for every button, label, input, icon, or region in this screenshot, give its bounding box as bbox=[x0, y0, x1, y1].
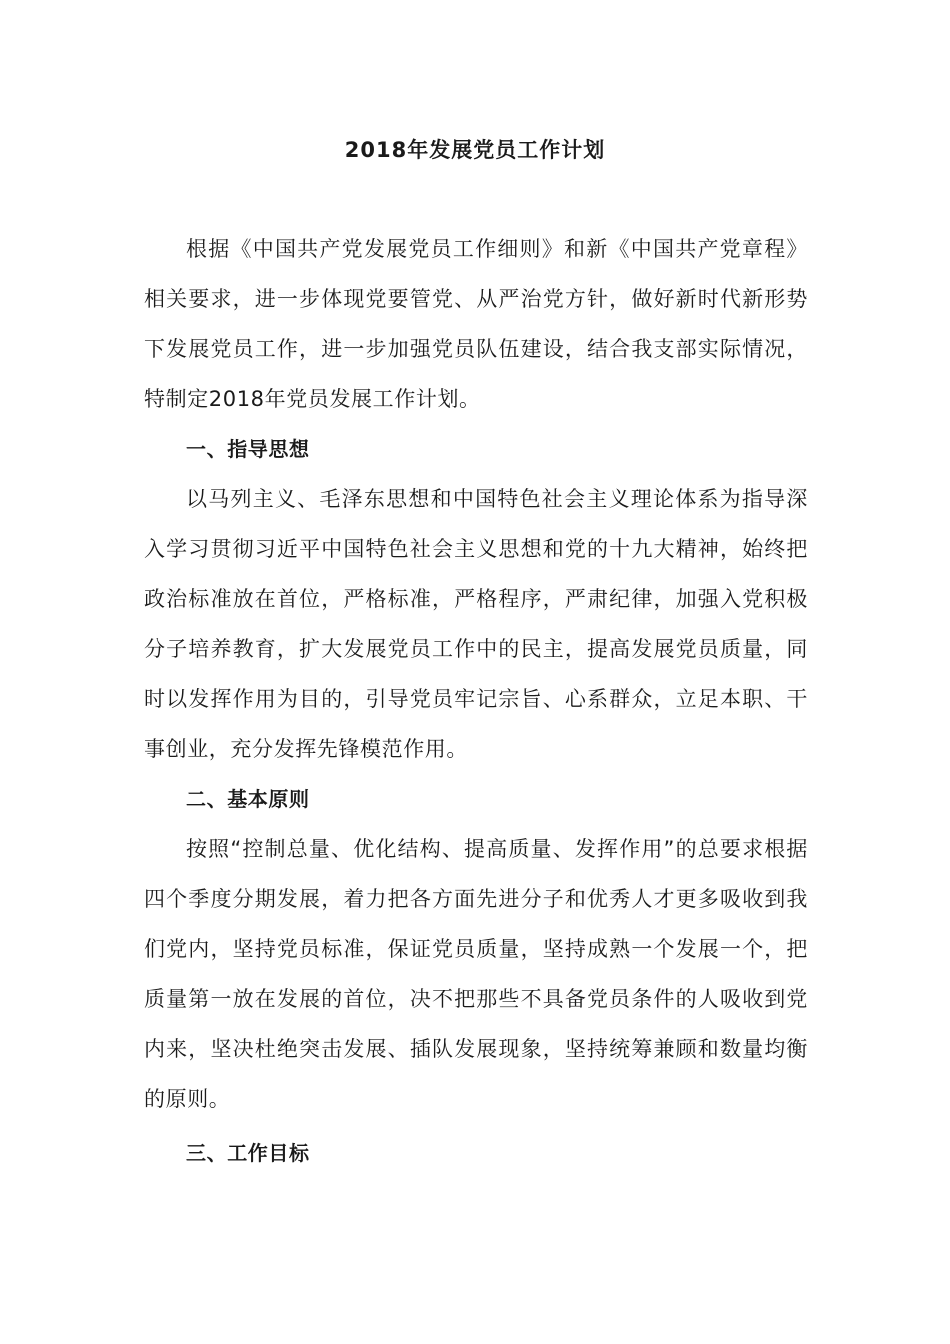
document-body bbox=[144, 224, 808, 1178]
section-heading-work-goals: 三、工作目标 bbox=[186, 1141, 310, 1165]
document-title: 2018年发展党员工作计划 bbox=[344, 138, 606, 162]
section-heading-basic-principles: 二、基本原则 bbox=[186, 787, 310, 811]
intro-paragraph: 根据《中国共产党发展党员工作细则》和新《中国共产党章程》相关要求，进一步体现党要管党、从严治党方针，做好新时代新形势下发展党员工作，进一步加强党员队伍建设，结合我支部实际情况，特制定2018年党员发展工作计划。 bbox=[144, 237, 808, 411]
section-heading-guiding-ideology: 一、指导思想 bbox=[186, 437, 310, 461]
section-paragraph-guiding-ideology: 以马列主义、毛泽东思想和中国特色社会主义理论体系为指导深入学习贯彻习近平中国特色社会主义思想和党的十九大精神，始终把政治标准放在首位，严格标准，严格程序，严肃纪律，加强入党积极分子培养教育，扩大发展党员工作中的民主，提高发展党员质量，同时以发挥作用为目的，引导党员牢记宗旨、心系群众，立足本职、干事创业，充分发挥先锋模范作用。 bbox=[144, 487, 808, 761]
section-paragraph-basic-principles: 按照“控制总量、优化结构、提高质量、发挥作用”的总要求根据四个季度分期发展，着力把各方面先进分子和优秀人才更多吸收到我们党内，坚持党员标准，保证党员质量，坚持成熟一个发展一个，把质量第一放在发展的首位，决不把那些不具备党员条件的人吸收到党内来，坚决杜绝突击发展、插队发展现象，坚持统筹兼顾和数量均衡的原则。 bbox=[144, 837, 808, 1111]
